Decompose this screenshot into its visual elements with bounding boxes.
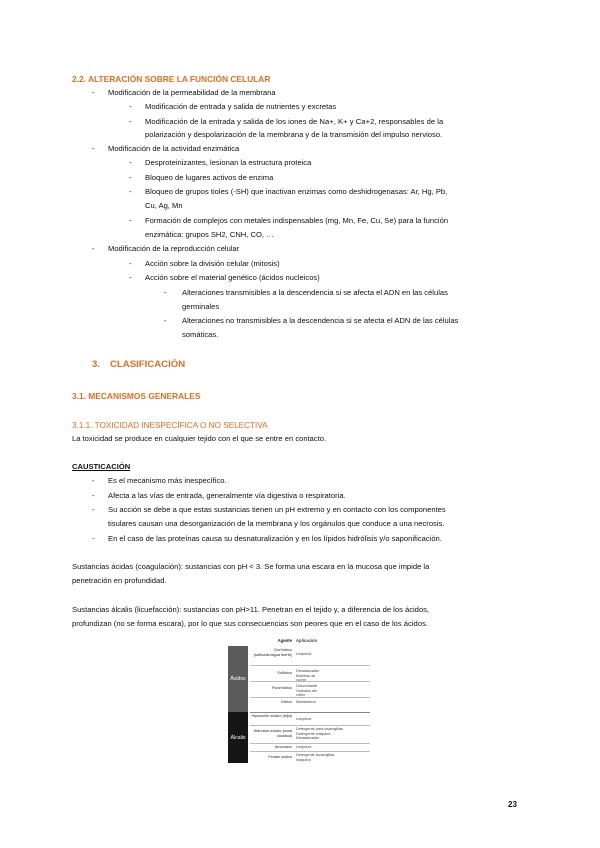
row-divider [250, 725, 370, 726]
section-heading-3-1-1: 3.1.1. TOXICIDAD INESPECÍFICA O NO SELECTIVA [72, 421, 268, 430]
application-cell: Limpieza [296, 717, 312, 721]
group-divider [250, 712, 370, 713]
bullet: - [129, 117, 132, 126]
application-cell: Limpieza [296, 745, 312, 749]
bullet: - [164, 288, 167, 297]
agent-cell: Amoníaco [274, 745, 292, 749]
bullet: - [129, 273, 132, 282]
list-item: Alteraciones transmisibles a la descendencia si se afecta el ADN en las células [182, 288, 448, 297]
bullet: - [129, 158, 132, 167]
list-item: Modificación de la entrada y salida de los iones de Na+, K+ y Ca+2, responsables de la [145, 117, 444, 126]
subheading-causticacion: CAUSTICACIÓN [72, 462, 131, 471]
row-divider [250, 665, 370, 666]
page-number: 23 [508, 800, 517, 809]
bullet: - [129, 173, 132, 182]
bullet: - [92, 244, 95, 253]
bullet: - [92, 144, 95, 153]
caustic-agents-table-figure [228, 637, 370, 763]
bullet: - [129, 259, 132, 268]
list-item: Modificación de la reproducción celular [108, 244, 240, 253]
bullet: - [164, 316, 167, 325]
agent-cell: Clorhídrico (salfumán/agua fuerte) [253, 648, 292, 657]
row-divider [250, 743, 370, 744]
list-item-continuation: polarización y despolarización de la membrana y de la transmisión del impulso nervioso. [145, 130, 443, 139]
paragraph-acids-cont: penetración en profundidad. [72, 576, 167, 585]
agent-cell: Nítrico [281, 700, 292, 704]
list-item: Afecta a las vías de entrada, generalmente vía digestiva o respiratoria. [108, 491, 346, 500]
list-item-continuation: Cu, Ag, Mn [145, 201, 183, 210]
group-acids: Ácidos [228, 646, 248, 712]
section-number: 3. [92, 359, 101, 370]
paragraph-alkalis-cont: profundizan (no se forma escara), por lo que sus consecuencias son peores que en el caso de los ácidos. [72, 619, 428, 628]
list-item: Modificación de la actividad enzimática [108, 144, 240, 153]
list-item: Modificación de entrada y salida de nutrientes y excretas [145, 102, 337, 111]
bullet: - [92, 88, 95, 97]
list-item: Desproteinizantes, lesionan la estructura proteica [145, 158, 312, 167]
application-cell: Detergente para lavavajillas Detergente máquina Desatascador [296, 727, 343, 741]
list-item: Modificación de la permeabilidad de la membrana [108, 88, 276, 97]
application-cell: Detergente lavavajillas, máquina [296, 753, 336, 762]
bullet: - [92, 491, 95, 500]
bullet: - [129, 187, 132, 196]
application-cell: Limpieza [296, 652, 312, 656]
list-item-continuation: enzimática: grupos SH2, CNH, CO, … [145, 230, 274, 239]
list-item-continuation: germinales [182, 302, 220, 311]
agent-cell: Hidróxido sódico (sosa cáustica) [253, 729, 292, 738]
application-cell: Desatascador Baterías de coche [296, 669, 320, 683]
agent-cell: Sulfúrico [277, 671, 292, 675]
list-item: Acción sobre la división celular (mitosis) [145, 259, 280, 268]
list-item-continuation: somáticas. [182, 330, 219, 339]
list-item: Bloqueo de grupos tioles (-SH) que inactivan enzimas como deshidrogenasas: Ar, Hg, Pb, [145, 187, 448, 196]
application-cell: Metalistería [296, 700, 316, 704]
agent-cell: Fluorhídrico [271, 686, 292, 690]
paragraph-acids: Sustancias ácidas (coagulación): sustancias con pH < 3. Se forma una escara en la mucosa que impide la [72, 562, 430, 571]
bullet: - [92, 534, 95, 543]
list-item: Alteraciones no transmisibles a la descendencia si se afecta el ADN de las células [182, 316, 459, 325]
list-item: Su acción se debe a que estas sustancias tienen un pH extremo y en contacto con los componentes [108, 505, 446, 514]
bullet: - [129, 102, 132, 111]
bullet: - [92, 476, 95, 485]
paragraph: La toxicidad se produce en cualquier tejido con el que se entre en contacto. [72, 434, 327, 443]
section-heading-3-1: 3.1. MECANISMOS GENERALES [72, 391, 201, 401]
section-title: CLASIFICACIÓN [110, 359, 186, 370]
bullet: - [129, 216, 132, 225]
list-item: Es el mecanismo más inespecífico. [108, 476, 227, 485]
row-divider [250, 751, 370, 752]
header-application: Aplicación [296, 638, 318, 643]
paragraph-alkalis: Sustancias álcalis (licuefacción): sustancias con pH>11. Penetran en el tejido y, a diferencia de los ácidos, [72, 605, 430, 614]
section-heading-2-2: 2.2. ALTERACIÓN SOBRE LA FUNCIÓN CELULAR [72, 74, 271, 84]
list-item: Formación de complejos con metales indispensables (mg, Mn, Fe, Cu, Se) para la función [145, 216, 449, 225]
section-heading-3 [92, 358, 185, 372]
bullet: - [92, 505, 95, 514]
row-divider [250, 697, 370, 698]
row-divider [250, 681, 370, 682]
list-item-continuation: tisulares causan una desorganización de la membrana y los orgánulos que conduce a una necrosis. [108, 519, 445, 528]
group-alkalis: Álcalis [228, 712, 248, 763]
list-item: Bloqueo de lugares activos de enzima [145, 173, 274, 182]
list-item: Acción sobre el material genético (ácidos nucleicos) [145, 273, 320, 282]
header-agent: Agente [277, 638, 292, 643]
agent-cell: Hipoclorito sódico (lejía) [251, 714, 292, 718]
agent-cell: Fenato sódico [268, 755, 292, 759]
application-cell: Desoxidante Grabado del vidrio [296, 684, 318, 698]
list-item: En el caso de las proteínas causa su desnaturalización y en los lípidos hidrólisis y/o saponificación. [108, 534, 442, 543]
